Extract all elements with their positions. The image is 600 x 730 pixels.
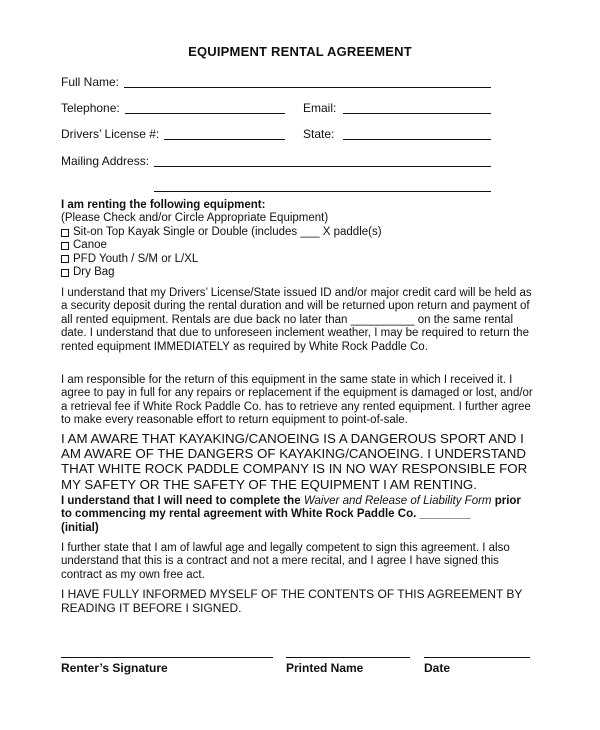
renter-signature-line[interactable] xyxy=(61,657,273,658)
telephone-field[interactable] xyxy=(125,113,285,114)
equipment-item-label: Sit-on Top Kayak Single or Double (includes ___ X paddle(s) xyxy=(73,225,382,238)
informed-paragraph xyxy=(61,587,533,615)
checkbox-icon[interactable] xyxy=(61,269,69,277)
deposit-text: I understand that my Drivers’ License/State issued ID and/or major credit card will be held as a security deposit during the rental duration and will be returned upon return and payment of all rented equipment. Rentals are due back no later than __________ on the same rental date. I understand that due to unforeseen inclement weather, I may be required to return the rented equipment IMMEDIATELY as required by White Rock Paddle Co. xyxy=(61,287,532,353)
drivers-license-label: Drivers’ License #: xyxy=(61,127,160,141)
equipment-heading: I am renting the following equipment: xyxy=(61,199,266,211)
date-label: Date xyxy=(424,661,451,675)
mailing-address-field-line2[interactable] xyxy=(154,191,491,192)
full-name-field[interactable] xyxy=(124,87,491,88)
checkbox-icon[interactable] xyxy=(61,242,69,250)
waiver-text-part1: I understand that I will need to complete the xyxy=(61,495,304,507)
equipment-item-label: Canoe xyxy=(73,239,107,252)
equipment-item-label: PFD Youth / S/M or L/XL xyxy=(73,252,199,265)
equipment-item-dry-bag[interactable] xyxy=(61,266,533,279)
equipment-section xyxy=(61,199,533,279)
email-field[interactable] xyxy=(343,113,491,114)
deposit-paragraph xyxy=(61,287,533,354)
equipment-item-kayak[interactable] xyxy=(61,226,533,239)
checkbox-icon[interactable] xyxy=(61,255,69,263)
waiver-paragraph xyxy=(61,495,533,535)
waiver-form-name: Waiver and Release of Liability Form xyxy=(303,495,492,507)
checkbox-icon[interactable] xyxy=(61,229,69,237)
telephone-label: Telephone: xyxy=(61,101,120,115)
equipment-item-pfd[interactable] xyxy=(61,253,533,266)
printed-name-label: Printed Name xyxy=(286,661,364,675)
danger-warning-paragraph xyxy=(61,431,531,492)
document-title: EQUIPMENT RENTAL AGREEMENT xyxy=(188,44,412,59)
state-field[interactable] xyxy=(343,139,491,140)
responsibility-text: I am responsible for the return of this equipment in the same state in which I received it. I agree to pay in full for any repairs or replacement if the equipment is damaged or lost, and/or a retrieval fee if White Rock Paddle Co. has to retrieve any rented equipment. I further agree to make every reasonable effort to return equipment to point-of-sale. xyxy=(61,374,533,427)
mailing-address-label: Mailing Address: xyxy=(61,154,150,168)
danger-warning-text: I AM AWARE THAT KAYAKING/CANOEING IS A DANGEROUS SPORT AND I AM AWARE OF THE DANGERS OF KAYAKING/CANOEING. I UNDERSTAND THAT WHITE ROCK PADDLE COMPANY IS IN NO WAY RESPONSIBLE FOR MY SAFETY OR THE SAFETY OF THE EQUIPMENT I AM RENTING. xyxy=(61,431,528,492)
drivers-license-field[interactable] xyxy=(164,139,285,140)
mailing-address-field[interactable] xyxy=(154,166,491,167)
state-label: State: xyxy=(303,127,335,141)
legal-age-paragraph xyxy=(61,542,533,582)
waiver-text-part2: prior to commencing my rental agreement with White Rock Paddle Co. ________ xyxy=(61,495,521,521)
responsibility-paragraph xyxy=(61,374,533,428)
equipment-item-label: Dry Bag xyxy=(73,266,115,279)
equipment-item-canoe[interactable] xyxy=(61,239,533,252)
printed-name-line[interactable] xyxy=(286,657,410,658)
renter-signature-label: Renter’s Signature xyxy=(61,661,168,675)
initial-label: (initial) xyxy=(61,521,99,534)
legal-age-text: I further state that I am of lawful age and legally competent to sign this agreement. I also understand that this is a contract and not a mere recital, and I agree I have signed this contract as my own free act. xyxy=(61,542,510,581)
full-name-label: Full Name: xyxy=(61,75,120,89)
informed-text: I HAVE FULLY INFORMED MYSELF OF THE CONTENTS OF THIS AGREEMENT BY READING IT BEFORE I SIGNED. xyxy=(61,587,523,615)
equipment-subheading: (Please Check and/or Circle Appropriate Equipment) xyxy=(61,212,329,225)
email-label: Email: xyxy=(303,101,337,115)
date-line[interactable] xyxy=(424,657,530,658)
